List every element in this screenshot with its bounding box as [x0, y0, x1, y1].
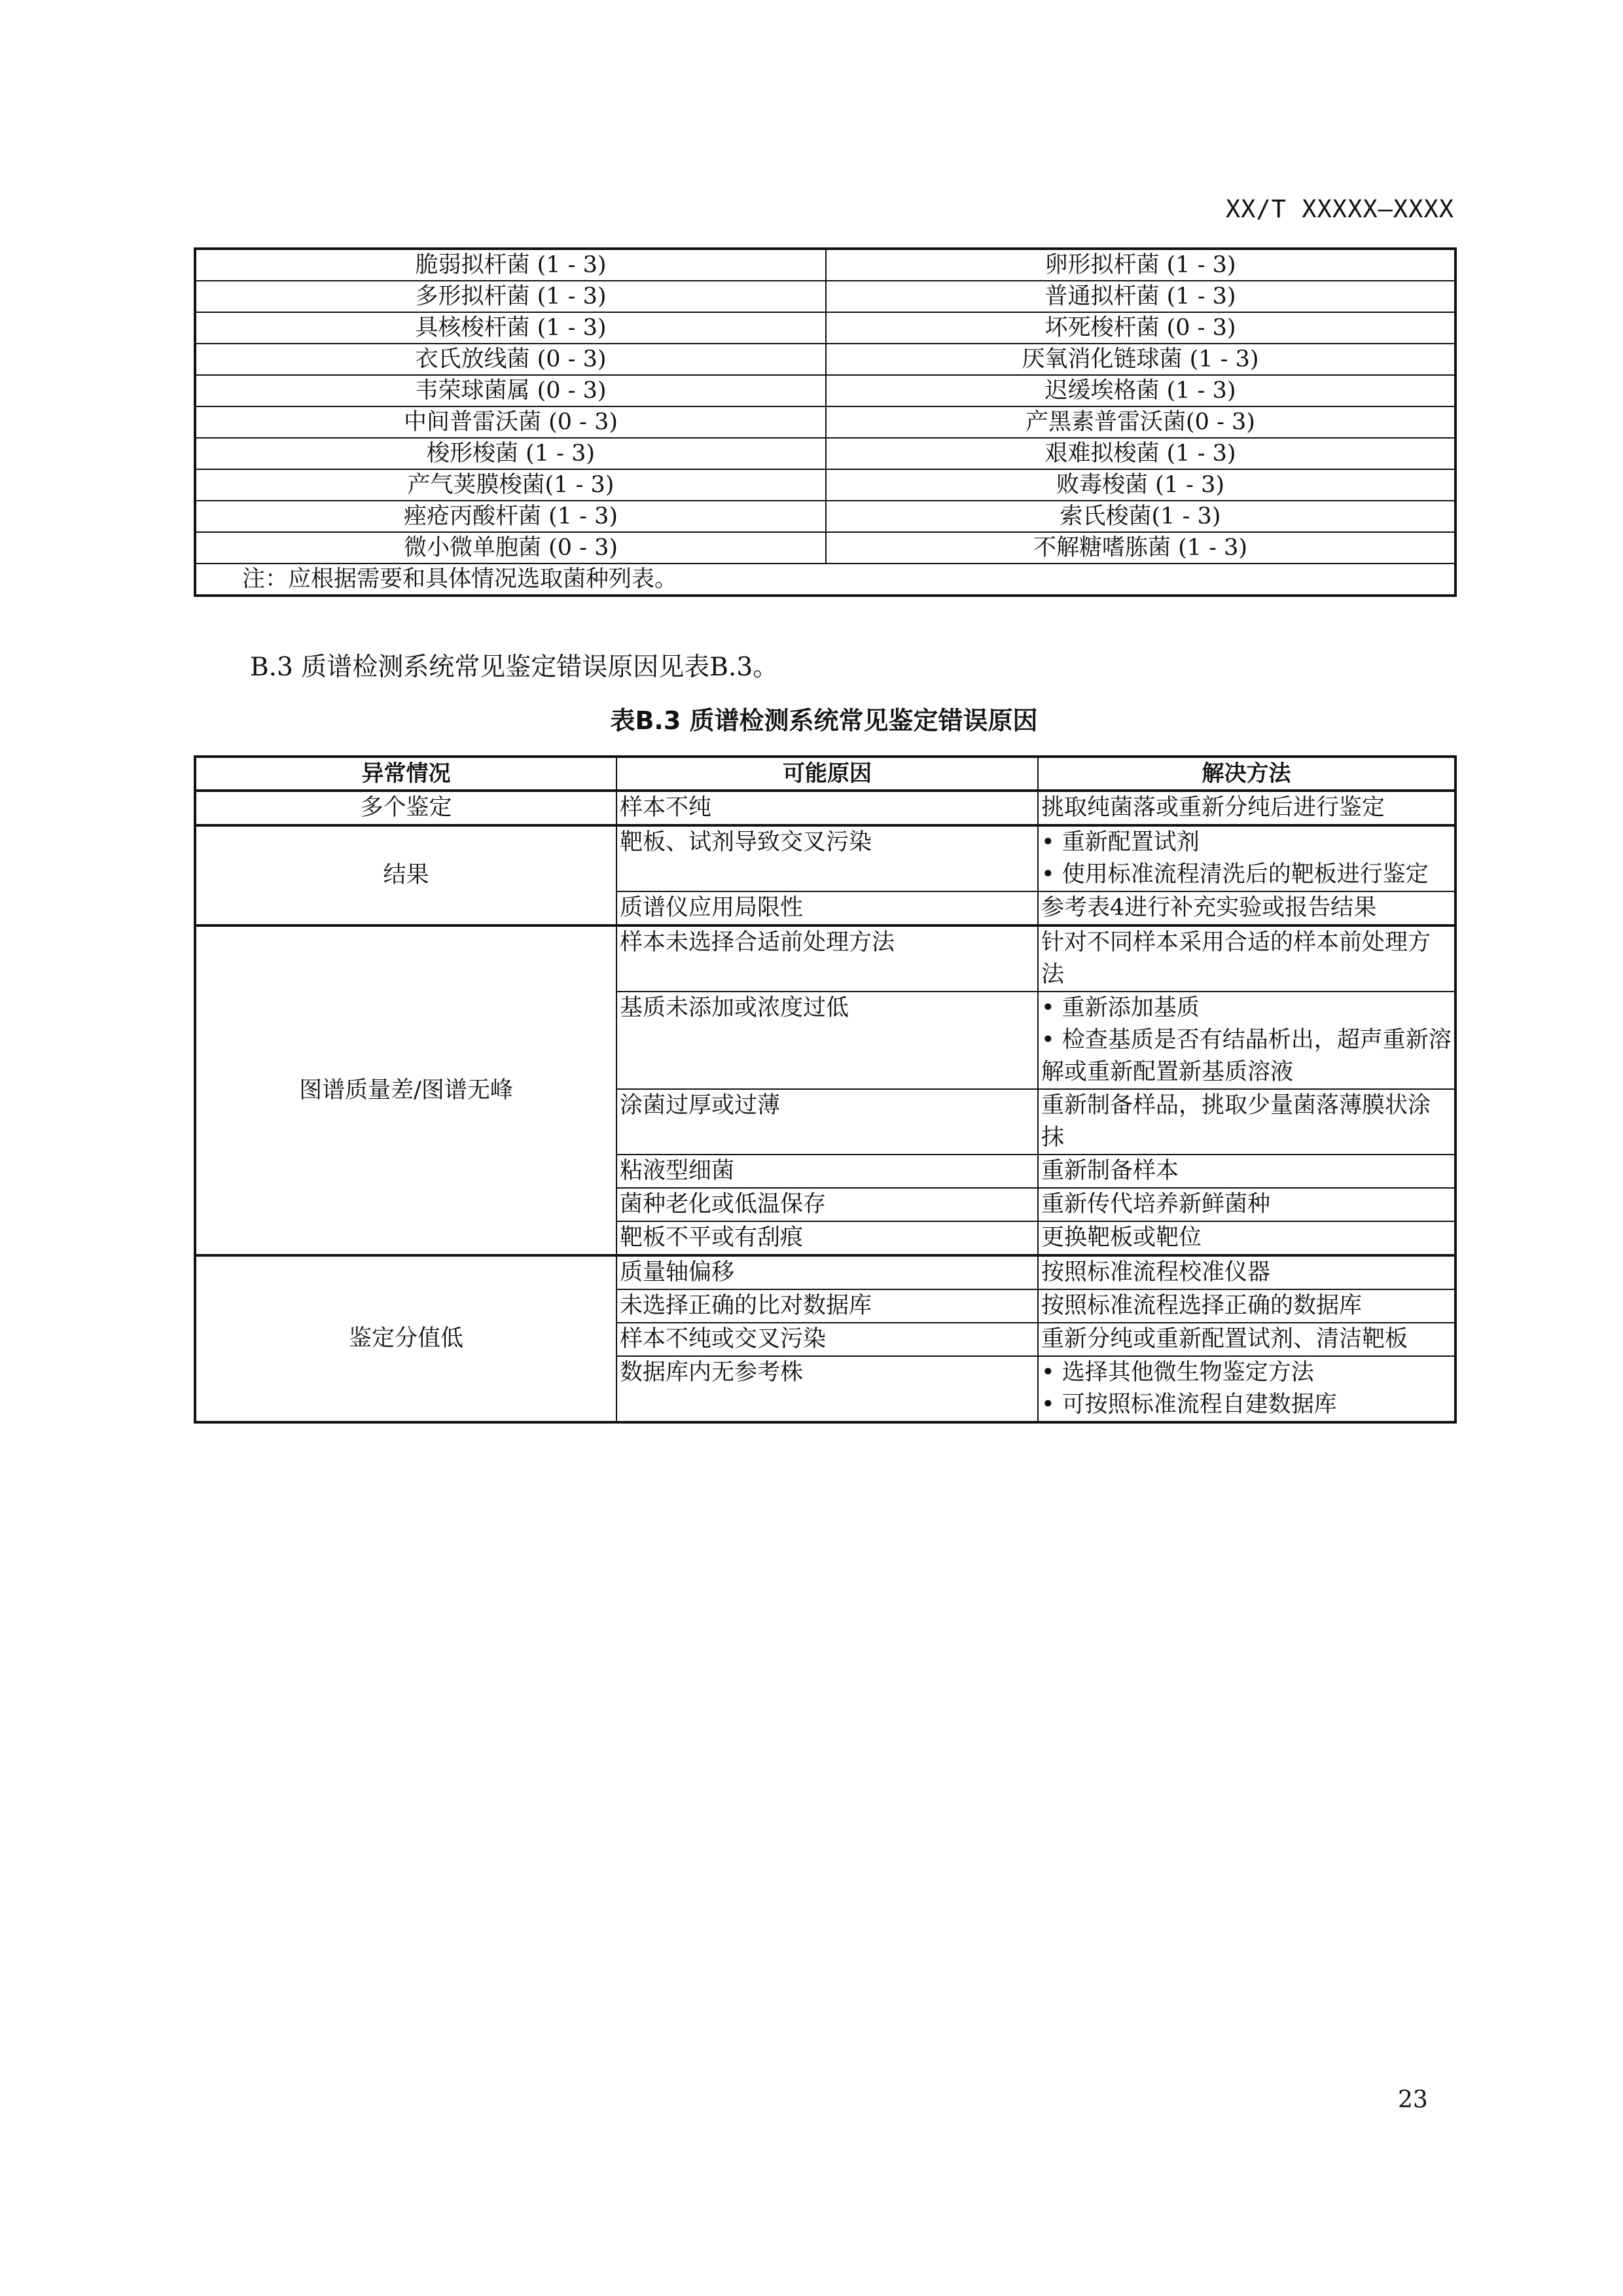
table-row — [195, 825, 1455, 891]
species-cell-right: 厌氧消化链球菌 (1 - 3) — [826, 344, 1455, 375]
cause-cell: 粘液型细菌 — [616, 1155, 1038, 1188]
solution-line: 重新传代培养新鲜菌种 — [1041, 1191, 1271, 1217]
error-table-body — [195, 791, 1455, 1422]
table-row — [195, 469, 1455, 501]
species-cell-left: 具核梭杆菌 (1 - 3) — [195, 312, 826, 344]
solution-line: • 可按照标准流程自建数据库 — [1041, 1391, 1337, 1418]
cause-cell: 数据库内无参考株 — [616, 1356, 1038, 1422]
solution-cell — [1038, 791, 1455, 825]
solution-cell — [1038, 925, 1455, 992]
table-row — [195, 249, 1455, 281]
table-row — [195, 532, 1455, 564]
solution-line: 重新分纯或重新配置试剂、清洁靶板 — [1041, 1326, 1408, 1352]
solution-line: • 选择其他微生物鉴定方法 — [1041, 1359, 1314, 1386]
species-cell-right: 迟缓埃格菌 (1 - 3) — [826, 375, 1455, 406]
cause-cell: 样本未选择合适前处理方法 — [616, 925, 1038, 992]
solution-cell — [1038, 1221, 1455, 1255]
header-situation: 异常情况 — [195, 757, 616, 791]
document-code-header: XX/T XXXXX—XXXX — [1225, 195, 1454, 223]
table-row — [195, 312, 1455, 344]
solution-cell — [1038, 1323, 1455, 1356]
species-table-body — [195, 249, 1455, 596]
solution-line: 按照标准流程选择正确的数据库 — [1041, 1293, 1363, 1319]
table-row — [195, 501, 1455, 532]
species-cell-left: 梭形梭菌 (1 - 3) — [195, 438, 826, 469]
solution-cell — [1038, 891, 1455, 925]
situation-cell: 多个鉴定 — [195, 791, 616, 825]
situation-cell: 结果 — [195, 825, 616, 925]
species-cell-left: 多形拟杆菌 (1 - 3) — [195, 281, 826, 312]
species-cell-right: 卵形拟杆菌 (1 - 3) — [826, 249, 1455, 281]
table-b3-caption: 表B.3 质谱检测系统常见鉴定错误原因 — [610, 706, 1038, 735]
species-cell-right: 败毒梭菌 (1 - 3) — [826, 469, 1455, 501]
table-row — [195, 925, 1455, 992]
table-row — [195, 791, 1455, 825]
cause-cell: 样本不纯或交叉污染 — [616, 1323, 1038, 1356]
solution-line: 参考表4进行补充实验或报告结果 — [1041, 895, 1377, 921]
error-causes-table — [194, 755, 1457, 1424]
species-cell-left: 衣氏放线菌 (0 - 3) — [195, 344, 826, 375]
solution-line: 按照标准流程校准仪器 — [1041, 1259, 1271, 1285]
solution-line: 挑取纯菌落或重新分纯后进行鉴定 — [1041, 795, 1385, 821]
table-row — [195, 438, 1455, 469]
species-cell-left: 微小微单胞菌 (0 - 3) — [195, 532, 826, 564]
solution-line: 重新制备样本 — [1041, 1158, 1179, 1184]
species-cell-left: 脆弱拟杆菌 (1 - 3) — [195, 249, 826, 281]
solution-cell — [1038, 1289, 1455, 1323]
species-cell-right: 艰难拟梭菌 (1 - 3) — [826, 438, 1455, 469]
table-row — [195, 1255, 1455, 1289]
cause-cell: 未选择正确的比对数据库 — [616, 1289, 1038, 1323]
species-cell-left: 中间普雷沃菌 (0 - 3) — [195, 406, 826, 438]
table-row — [195, 281, 1455, 312]
solution-cell — [1038, 1188, 1455, 1221]
cause-cell: 靶板不平或有刮痕 — [616, 1221, 1038, 1255]
table-row — [195, 344, 1455, 375]
species-cell-right: 坏死梭杆菌 (0 - 3) — [826, 312, 1455, 344]
solution-cell — [1038, 1155, 1455, 1188]
table-header-row — [195, 757, 1455, 791]
solution-line: 更换靶板或靶位 — [1041, 1225, 1202, 1251]
species-cell-left: 产气荚膜梭菌(1 - 3) — [195, 469, 826, 501]
solution-cell — [1038, 1356, 1455, 1422]
solution-line: • 检查基质是否有结晶析出，超声重新溶解或重新配置新基质溶液 — [1041, 1027, 1452, 1085]
header-cause: 可能原因 — [616, 757, 1038, 791]
solution-line: • 重新添加基质 — [1041, 995, 1200, 1021]
species-cell-right: 不解糖嗜胨菌 (1 - 3) — [826, 532, 1455, 564]
solution-line: • 重新配置试剂 — [1041, 829, 1200, 855]
cause-cell: 靶板、试剂导致交叉污染 — [616, 825, 1038, 891]
situation-cell: 鉴定分值低 — [195, 1255, 616, 1422]
cause-cell: 基质未添加或浓度过低 — [616, 992, 1038, 1089]
species-cell-left: 痤疮丙酸杆菌 (1 - 3) — [195, 501, 826, 532]
cause-cell: 涂菌过厚或过薄 — [616, 1089, 1038, 1155]
solution-line: 重新制备样品，挑取少量菌落薄膜状涂抹 — [1041, 1092, 1431, 1151]
cause-cell: 质谱仪应用局限性 — [616, 891, 1038, 925]
species-cell-right: 索氏梭菌(1 - 3) — [826, 501, 1455, 532]
table-row — [195, 375, 1455, 406]
header-solution: 解决方法 — [1038, 757, 1455, 791]
situation-cell: 图谱质量差/图谱无峰 — [195, 925, 616, 1255]
table-row — [195, 406, 1455, 438]
cause-cell: 样本不纯 — [616, 791, 1038, 825]
cause-cell: 质量轴偏移 — [616, 1255, 1038, 1289]
solution-cell — [1038, 825, 1455, 891]
solution-cell — [1038, 1089, 1455, 1155]
solution-cell — [1038, 1255, 1455, 1289]
species-cell-right: 产黑素普雷沃菌(0 - 3) — [826, 406, 1455, 438]
solution-cell — [1038, 992, 1455, 1089]
species-cell-right: 普通拟杆菌 (1 - 3) — [826, 281, 1455, 312]
solution-line: 针对不同样本采用合适的样本前处理方法 — [1041, 929, 1431, 988]
table-note: 注：应根据需要和具体情况选取菌种列表。 — [195, 564, 1455, 596]
table-note-row — [195, 564, 1455, 596]
species-table — [194, 247, 1457, 597]
species-cell-left: 韦荣球菌属 (0 - 3) — [195, 375, 826, 406]
cause-cell: 菌种老化或低温保存 — [616, 1188, 1038, 1221]
solution-line: • 使用标准流程清洗后的靶板进行鉴定 — [1041, 861, 1429, 888]
section-b3-text: B.3 质谱检测系统常见鉴定错误原因见表B.3。 — [250, 653, 779, 682]
page-number: 23 — [1398, 2087, 1428, 2113]
